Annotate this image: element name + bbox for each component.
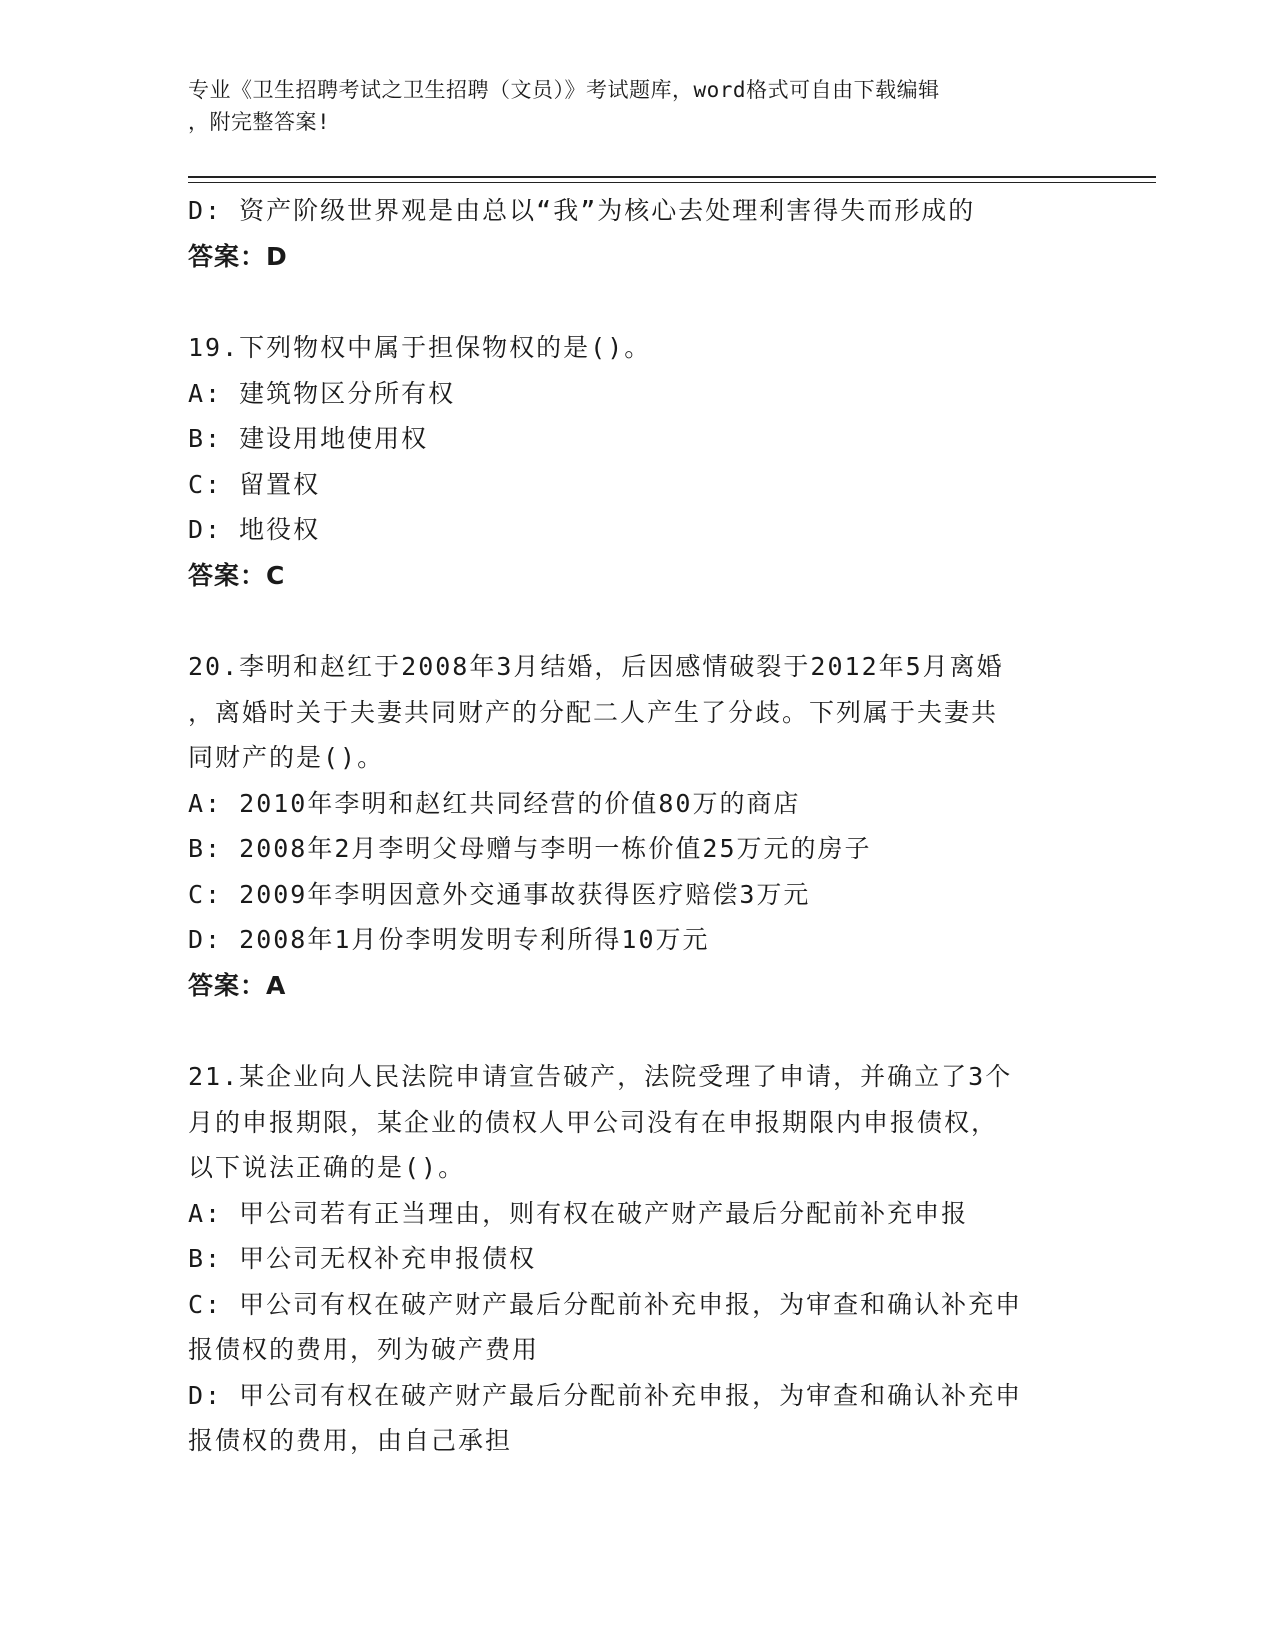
header-line-2: ，附完整答案! [188,110,331,134]
answer-option-line: A: 建筑物区分所有权 [188,378,456,408]
answer-option-line: A: 2010年李明和赵红共同经营的价值80万的商店 [188,788,801,818]
answer-line: 答案：D [188,241,288,271]
previous-question-tail [188,188,1088,279]
answer-option-line: D: 2008年1月份李明发明专利所得10万元 [188,925,710,954]
answer-option-line: B: 甲公司无权补充申报债权 [188,1244,537,1273]
answer-option-line: 报债权的费用，由自己承担 [188,1426,513,1455]
question-stem-line: 20.李明和赵红于2008年3月结婚，后因感情破裂于2012年5月离婚 [188,652,1004,681]
question-stem-line: ，离婚时关于夫妻共同财产的分配二人产生了分歧。下列属于夫妻共 [188,697,999,727]
question-list [188,325,1088,1464]
question-stem-line: 月的申报期限，某企业的债权人甲公司没有在申报期限内申报债权， [188,1107,999,1137]
answer-option-line: C: 留置权 [188,469,321,499]
question-block [188,325,1088,598]
answer-option-line: D: 甲公司有权在破产财产最后分配前补充申报，为审查和确认补充申 [188,1380,1023,1410]
answer-line: 答案：C [188,560,286,590]
header-divider-thin [188,182,1156,183]
answer-option-line: A: 甲公司若有正当理由，则有权在破产财产最后分配前补充申报 [188,1198,969,1228]
answer-option-line: C: 2009年李明因意外交通事故获得医疗赔偿3万元 [188,879,811,909]
header-line-1: 专业《卫生招聘考试之卫生招聘（文员）》考试题库，word格式可自由下载编辑 [188,78,940,102]
question-stem-line: 同财产的是()。 [188,743,385,772]
answer-line: 答案：A [188,970,287,1000]
question-stem-line: 以下说法正确的是()。 [188,1153,466,1182]
question-block [188,644,1088,1008]
answer-option-line: B: 建设用地使用权 [188,424,429,453]
answer-option-line: B: 2008年2月李明父母赠与李明一栋价值25万元的房子 [188,834,872,863]
header-divider-thick [188,176,1156,178]
answer-option-line: 报债权的费用，列为破产费用 [188,1335,540,1364]
question-stem-line: 19.下列物权中属于担保物权的是()。 [188,333,652,362]
question-block [188,1054,1088,1464]
answer-option-line: D: 地役权 [188,515,321,544]
option-d: D: 资产阶级世界观是由总以“我”为核心去处理利害得失而形成的 [188,196,976,225]
document-header [188,74,1068,138]
answer-option-line: C: 甲公司有权在破产财产最后分配前补充申报，为审查和确认补充申 [188,1289,1023,1319]
question-content [188,188,1088,1510]
question-stem-line: 21.某企业向人民法院申请宣告破产，法院受理了申请，并确立了3个 [188,1062,1013,1091]
